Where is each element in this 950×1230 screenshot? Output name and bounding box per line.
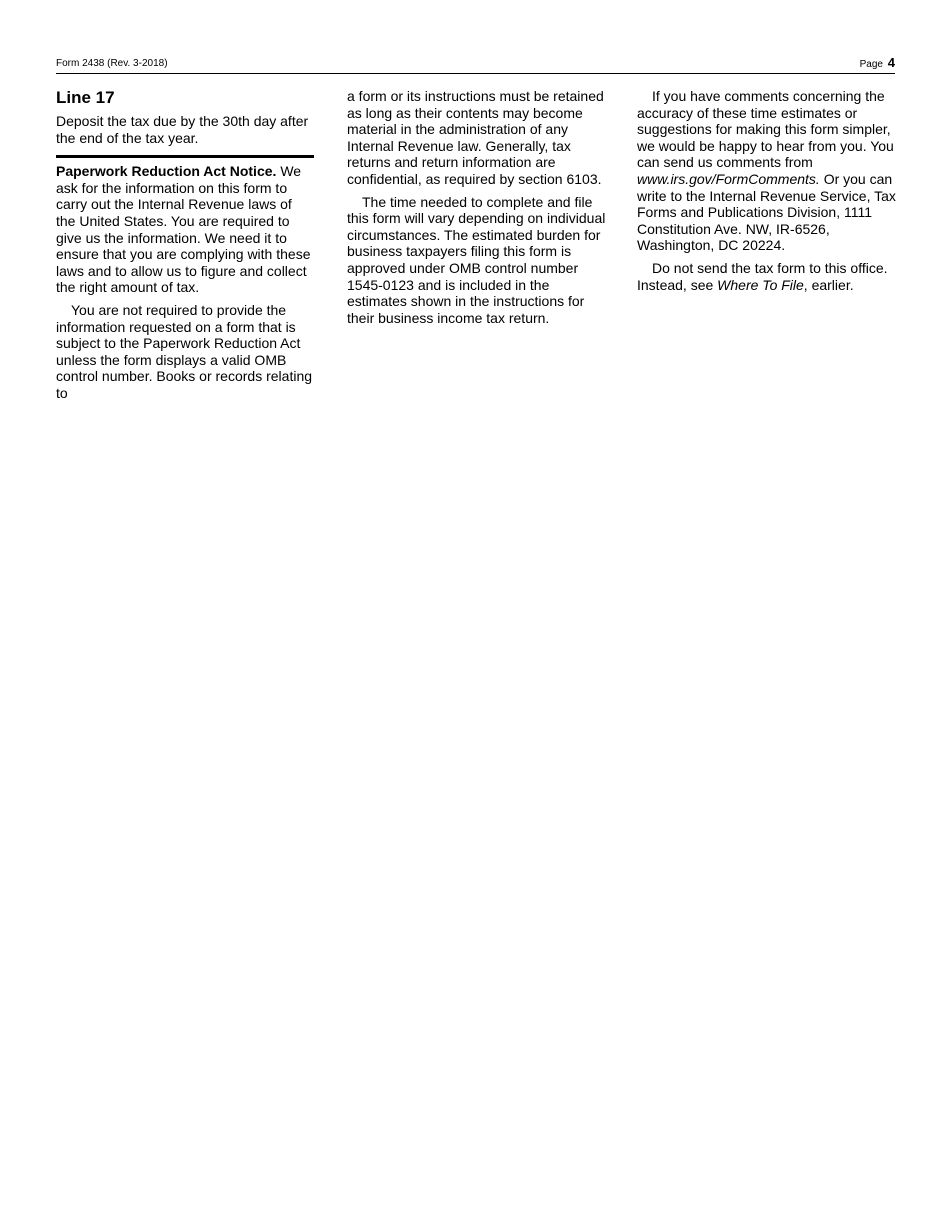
form-id: Form 2438 (Rev. 3-2018) [56,58,168,69]
column-3 [637,88,899,299]
comments-text-1: If you have comments concerning the accuracy of these time estimates or suggestions for making this form simpler, we would be happy to hear from you. You can send us comments from [637,88,894,171]
page-number: 4 [887,55,895,70]
page-indicator [860,56,895,72]
records-retention-paragraph: a form or its instructions must be retained as long as their contents may become material in the administration of any Internal Revenue law. Generally, tax returns and return information are confidential, as required by section 6103. [347,88,604,187]
paperwork-heading: Paperwork Reduction Act Notice. [56,163,277,180]
do-not-send-text-2: , earlier. [803,276,854,293]
page-header [56,56,895,74]
do-not-send-text-1: Do not send the tax form to this office. Instead, see [637,259,888,293]
column-1 [56,88,314,408]
paperwork-paragraph [56,163,314,296]
comments-url-link[interactable]: www.irs.gov/FormComments. [637,170,820,187]
column-2 [347,88,609,332]
section-divider [56,155,314,158]
comments-text-2: Or you can write to the Internal Revenue Service, Tax Forms and Publications Division, 1111 Constitution Ave. NW, IR-6526, Washington, DC 20224. [637,170,896,254]
time-needed-paragraph: The time needed to complete and file this form will vary depending on individual circumstances. The estimated burden for business taxpayers filing this form is approved under OMB control number 1545-0123 and is included in the estimates shown in the instructions for their business income tax return. [347,193,606,326]
paperwork-text: We ask for the information on this form to carry out the Internal Revenue laws of the United States. You are required to give us the information. We need it to ensure that you are complying with these laws and to allow us to figure and collect the right amount of tax. [56,163,311,296]
do-not-send-paragraph [637,260,899,293]
line-17-text: Deposit the tax due by the 30th day after the end of the tax year. [56,113,309,146]
comments-paragraph [637,88,899,254]
where-to-file-ref: Where To File [717,276,804,293]
not-required-paragraph: You are not required to provide the information requested on a form that is subject to the Paperwork Reduction Act unless the form displays a valid OMB control number. Books or records relating to [56,301,313,401]
line-17-heading: Line 17 [56,88,115,107]
page-label: Page [859,59,883,70]
